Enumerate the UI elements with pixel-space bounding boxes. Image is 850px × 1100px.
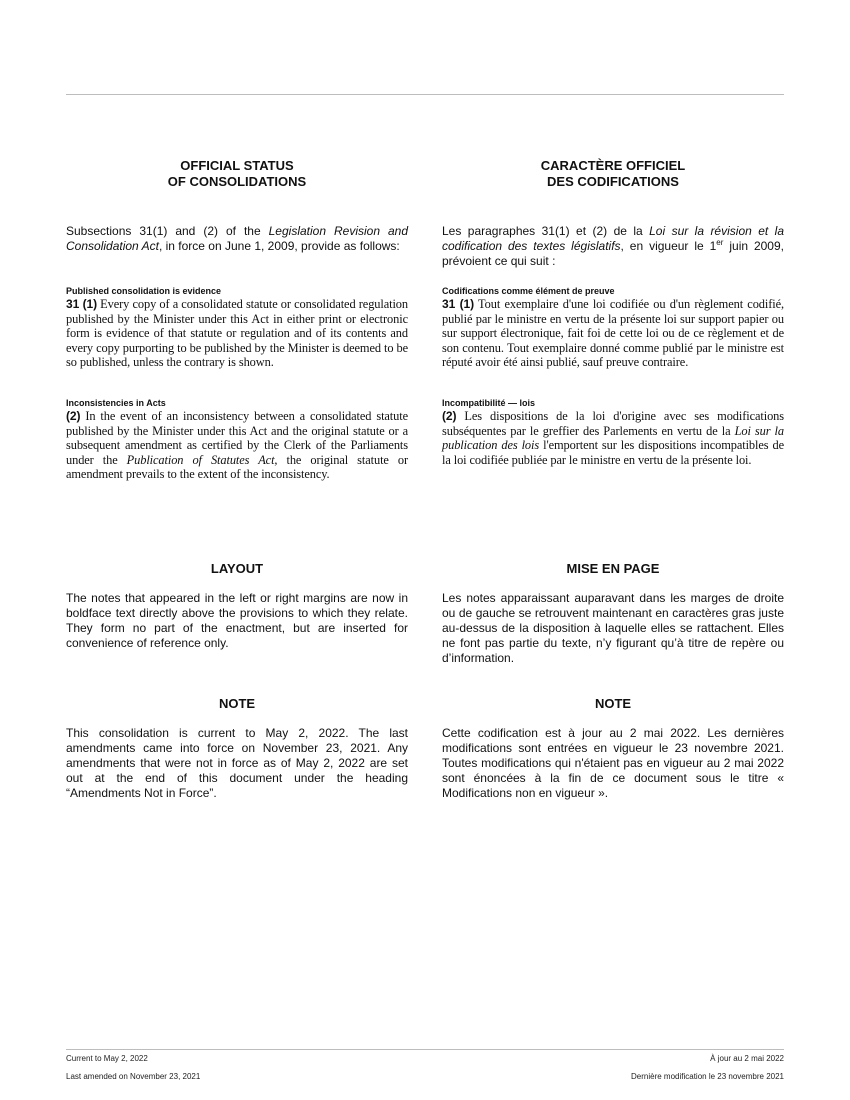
note-text-fr: Cette codification est à jour au 2 mai 2022. Les dernières modifications sont entrées en vigueur le 23 novembre 2021. Toutes modifications qui n'étaient pas en vigueur au 2 mai 2022 sont énoncées à la fin de ce document sous le titre « Modifications non en vigueur ». [442, 726, 784, 800]
disposition-31-1: 31 (1) Tout exemplaire d'une loi codifiée ou d'un règlement codifié, publié par le ministre en vertu de la présente loi sur support papier ou sur support électronique, fait foi de cette loi ou de ce règlement et de son contenu. Tout exemplaire donné comme publié par le ministre est réputé avoir été ainsi publié, sauf preuve contraire. [442, 297, 784, 370]
marginal-note-published-evidence: Published consolidation is evidence [66, 286, 222, 296]
footer-a-jour: À jour au 2 mai 2022 [710, 1054, 784, 1063]
caractere-officiel-intro: Les paragraphes 31(1) et (2) de la Loi sur la révision et la codification des textes législatifs, en vigueur le 1er juin 2009, prévoient ce qui suit : [442, 224, 784, 268]
note-heading: NOTE [218, 696, 256, 711]
bottom-divider [66, 1049, 784, 1050]
note-text: This consolidation is current to May 2, 2022. The last amendments came into force on November 23, 2021. Any amendments that were not in force as of May 2, 2022 are set out at the end of this document under the heading “Amendments Not in Force”. [66, 726, 408, 800]
mise-en-page-heading: MISE EN PAGE [566, 561, 660, 576]
provision-31-1: 31 (1) Every copy of a consolidated statute or consolidated regulation published by the Minister under this Act in either print or electronic form is evidence of that statute or regulation and of its contents and every copy purporting to be published by the Minister is deemed to be so published, unless the contrary is shown. [66, 297, 409, 370]
provision-31-2: (2) In the event of an inconsistency between a consolidated statute published by the Minister under this Act and the original statute or a subsequent amendment as certified by the Clerk of the Parliaments under the Publication of Statutes Act, the original statute or amendment prevails to the extent of the inconsistency. [66, 409, 408, 482]
layout-text: The notes that appeared in the left or right margins are now in boldface text directly above the provisions to which they relate. They form no part of the enactment, but are inserted for convenience of reference only. [66, 591, 408, 650]
caractere-officiel-heading: CARACTÈRE OFFICIEL DES CODIFICATIONS [540, 158, 686, 189]
footer-last-amended: Last amended on November 23, 2021 [66, 1072, 201, 1081]
official-status-intro: Subsections 31(1) and (2) of the Legislation Revision and Consolidation Act, in force on June 1, 2009, provide as follows: [66, 224, 408, 253]
mise-en-page-text: Les notes apparaissant auparavant dans les marges de droite ou de gauche se retrouvent maintenant en caractères gras juste au-dessus de la disposition à laquelle elles se rattachent. Elles ne font pas partie du texte, n’y figurant qu’à titre de repère ou d’information. [442, 591, 784, 665]
footer-current-to: Current to May 2, 2022 [66, 1054, 148, 1063]
layout-heading: LAYOUT [210, 561, 264, 576]
footer-derniere-modification: Dernière modification le 23 novembre 2021 [631, 1072, 784, 1081]
note-heading-fr: NOTE [594, 696, 632, 711]
top-divider [66, 94, 784, 95]
marginal-note-inconsistencies: Inconsistencies in Acts [66, 398, 166, 408]
disposition-31-2: (2) Les dispositions de la loi d'origine avec ses modifications subséquentes par le greffier des Parlements en vertu de la Loi sur la publication des lois l'emportent sur les dispositions incompatibles de la loi codifiée publiée par le ministre en vertu de la présente loi. [442, 409, 784, 467]
marginal-note-codifications-preuve: Codifications comme élément de preuve [442, 286, 615, 296]
marginal-note-incompatibilite: Incompatibilité — lois [442, 398, 536, 408]
official-status-heading: OFFICIAL STATUS OF CONSOLIDATIONS [167, 158, 307, 189]
